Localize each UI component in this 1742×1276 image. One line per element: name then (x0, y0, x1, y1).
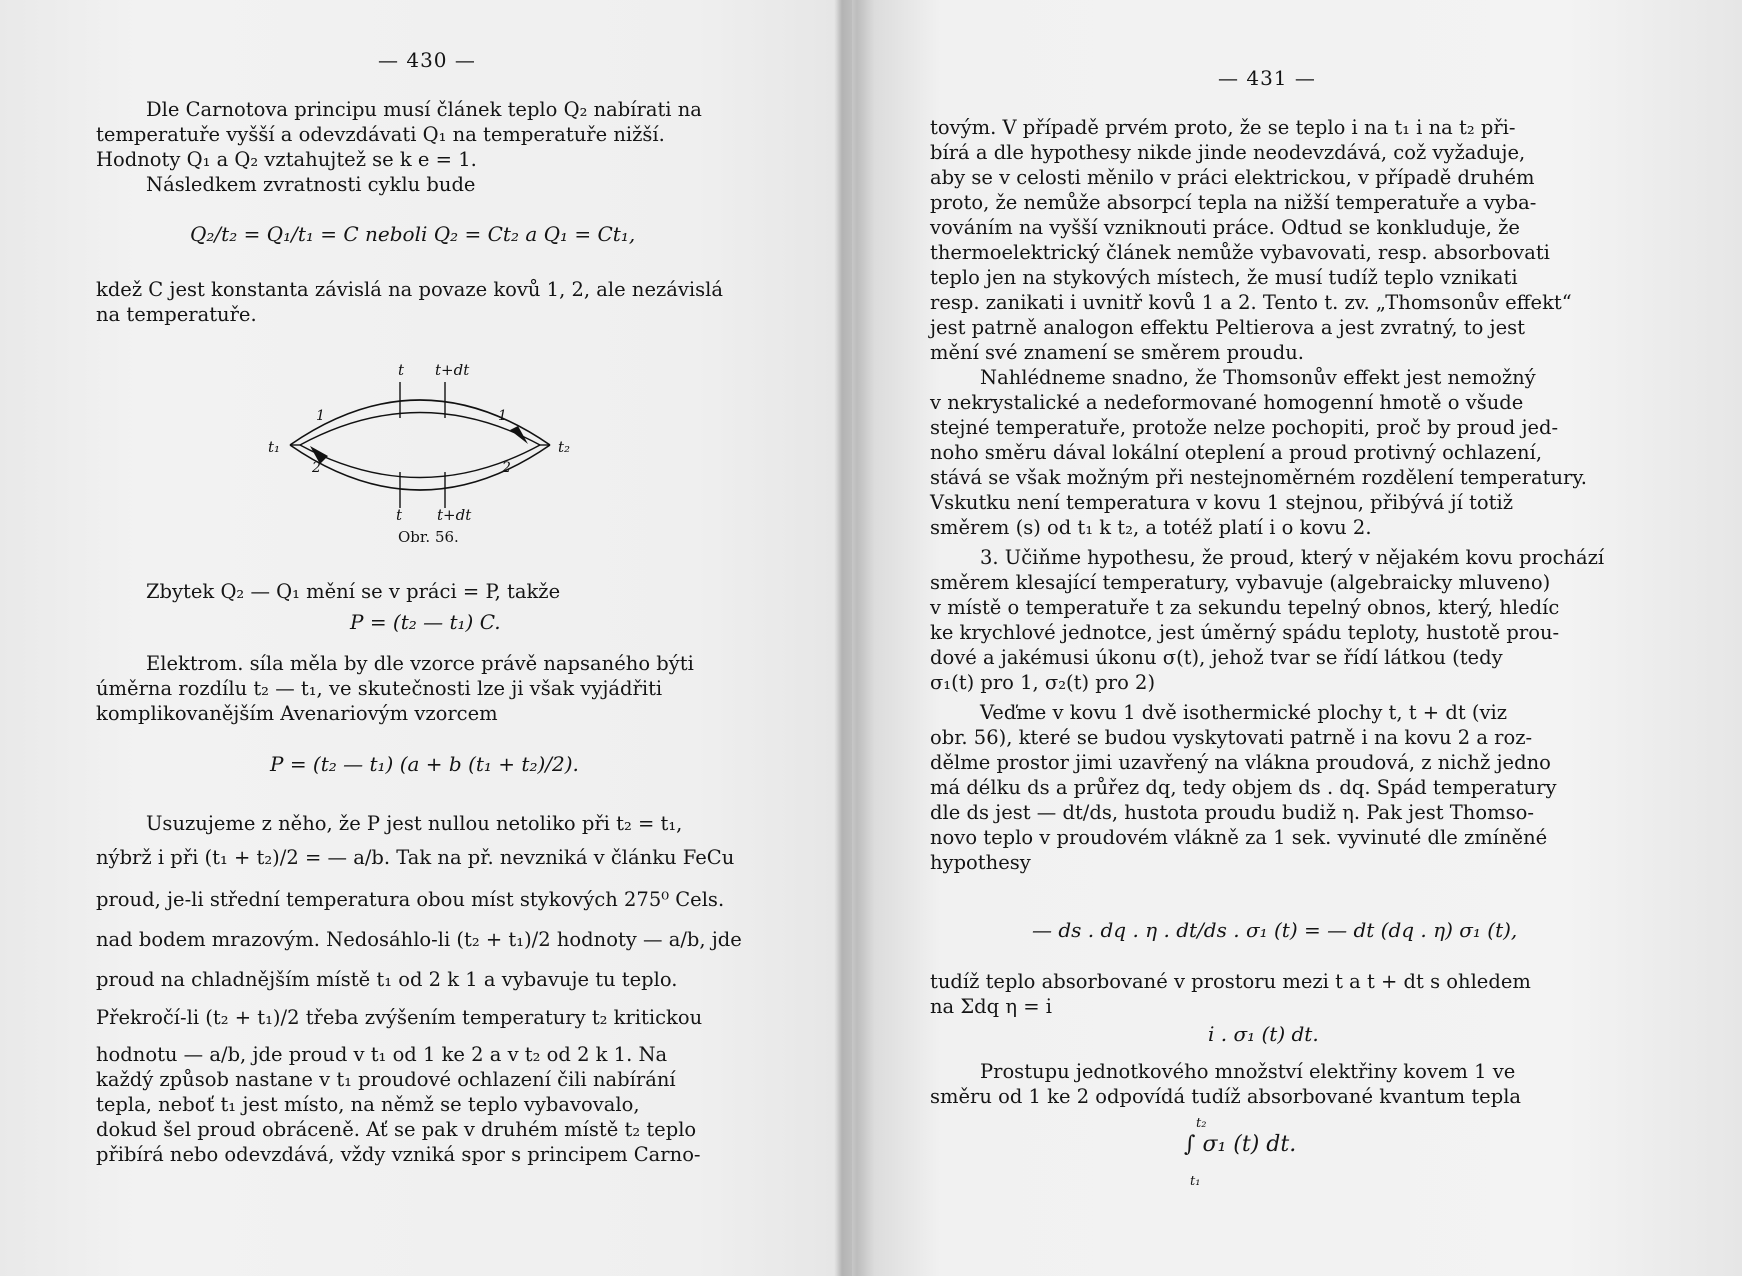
text-line: směrem klesající temperatury, vybavuje (algebraicky mluveno) (930, 571, 1551, 594)
text-line: aby se v celosti měnilo v práci elektrickou, v případě druhém (930, 166, 1535, 189)
formula: — ds . dq . η . dt/ds . σ₁ (t) = — dt (dq . η) σ₁ (t), (1032, 918, 1518, 942)
text-line: jest patrně analogon effektu Peltierova a jest zvratný, to jest (930, 316, 1525, 339)
page-number: — 430 — (378, 48, 476, 72)
text-line: kdež C jest konstanta závislá na povaze kovů 1, 2, ale nezávislá (96, 278, 723, 301)
text-line: Hodnoty Q₁ a Q₂ vztahujtež se k e = 1. (96, 148, 477, 171)
text-line: bírá a dle hypothesy nikde jinde neodevzdává, což vyžaduje, (930, 141, 1526, 164)
text-line: mění své znamení se směrem proudu. (930, 341, 1304, 364)
text-line: každý způsob nastane v t₁ proudové ochlazení čili nabírání (96, 1068, 676, 1091)
figure-label: t₂ (558, 438, 571, 456)
text-line: Dle Carnotova principu musí článek teplo Q₂ nabírati na (146, 98, 702, 121)
text-line: stává se však možným při nestejnoměrném rozdělení temperatury. (930, 466, 1588, 489)
text-line: na Σdq η = i (930, 995, 1052, 1018)
text-line: v nekrystalické a nedeformované homogenní hmotě o všude (930, 391, 1524, 414)
text-line: tepla, neboť t₁ jest místo, na němž se teplo vybavovalo, (96, 1093, 640, 1116)
text-line: směrem (s) od t₁ k t₂, a totéž platí i o kovu 2. (930, 516, 1372, 539)
text-line: stejné temperatuře, protože nelze pochopiti, proč by proud jed- (930, 416, 1559, 439)
text-line: teplo jen na stykových místech, že musí tudíž teplo vznikati (930, 266, 1518, 289)
figure-label: t₁ (268, 438, 281, 456)
text-line: Překročí-li (t₂ + t₁)/2 třeba zvýšením temperatury t₂ kritickou (96, 1006, 703, 1029)
text-line: proud na chladnějším místě t₁ od 2 k 1 a vybavuje tu teplo. (96, 968, 678, 991)
text-line: dové a jakémusi úkonu σ(t), jehož tvar se řídí látkou (tedy (930, 646, 1503, 669)
figure-label: t (398, 361, 405, 379)
thermocouple-figure (268, 360, 600, 524)
figure-label: t (396, 506, 403, 524)
text-line: temperatuře vyšší a odevzdávati Q₁ na temperatuře nižší. (96, 123, 665, 146)
text-line: Nahlédneme snadno, že Thomsonův effekt jest nemožný (980, 366, 1536, 389)
figure-label: 2 (312, 460, 321, 476)
text-line: vováním na vyšší vzniknouti práce. Odtud se konkluduje, že (930, 216, 1520, 239)
text-line: tovým. V případě prvém proto, že se teplo i na t₁ i na t₂ při- (930, 116, 1516, 139)
text-line: Vskutku není temperatura v kovu 1 stejnou, přibývá jí totiž (930, 491, 1513, 514)
integral-lower-limit: t₁ (1190, 1174, 1201, 1189)
text-line: thermoelektrický článek nemůže vybavovati, resp. absorbovati (930, 241, 1550, 264)
text-line: komplikovanějším Avenariovým vzorcem (96, 702, 498, 725)
text-line: novo teplo v proudovém vlákně za 1 sek. vyvinuté dle zmíněné (930, 826, 1548, 849)
formula: i . σ₁ (t) dt. (1208, 1022, 1319, 1046)
text-line: Veďme v kovu 1 dvě isothermické plochy t, t + dt (viz (980, 701, 1507, 724)
text-line: dle ds jest — dt/ds, hustota proudu budiž η. Pak jest Thomso- (930, 801, 1534, 824)
figure-label: t+dt (435, 361, 470, 379)
page-number: — 431 — (1218, 66, 1316, 90)
text-line: Elektrom. síla měla by dle vzorce právě napsaného býti (146, 652, 694, 675)
formula: P = (t₂ — t₁) (a + b (t₁ + t₂)/2). (270, 752, 579, 776)
formula: ∫ σ₁ (t) dt. (1184, 1132, 1297, 1157)
text-line: ke krychlové jednotce, jest úměrný spádu teploty, hustotě prou- (930, 621, 1560, 644)
formula: Q₂/t₂ = Q₁/t₁ = C neboli Q₂ = Ct₂ a Q₁ = Ct₁, (190, 222, 636, 246)
text-line: má délku ds a průřez dq, tedy objem ds . dq. Spád temperatury (930, 776, 1557, 799)
figure-label: 1 (498, 408, 507, 424)
metal-2-outer (290, 445, 550, 490)
text-line: σ₁(t) pro 1, σ₂(t) pro 2) (930, 671, 1156, 694)
text-line: resp. zanikati i uvnitř kovů 1 a 2. Tento t. zv. „Thomsonův effekt“ (930, 291, 1572, 314)
text-line: proto, že nemůže absorpcí tepla na nižší temperatuře a vyba- (930, 191, 1537, 214)
text-line: Usuzujeme z něho, že P jest nullou netoliko při t₂ = t₁, (146, 812, 683, 835)
left-page (0, 0, 840, 1276)
figure-label: 1 (316, 408, 325, 424)
text-line: hodnotu — a/b, jde proud v t₁ od 1 ke 2 a v t₂ od 2 k 1. Na (96, 1043, 668, 1066)
text-line: 3. Učiňme hypothesu, že proud, který v nějakém kovu prochází (980, 546, 1605, 569)
figure-label: t+dt (437, 506, 472, 524)
figure-caption: Obr. 56. (398, 528, 459, 546)
text-line: noho směru dával lokální oteplení a proud protivný ochlazení, (930, 441, 1543, 464)
formula: P = (t₂ — t₁) C. (350, 610, 501, 634)
text-line: nýbrž i při (t₁ + t₂)/2 = — a/b. Tak na př. nevzniká v článku FeCu (96, 846, 735, 869)
text-line: úměrna rozdílu t₂ — t₁, ve skutečnosti lze ji však vyjádřiti (96, 677, 663, 700)
text-line: obr. 56), které se budou vyskytovati patrně i na kovu 2 a roz- (930, 726, 1533, 749)
text-line: dokud šel proud obráceně. Ať se pak v druhém místě t₂ teplo (96, 1118, 697, 1141)
integral-upper-limit: t₂ (1196, 1116, 1207, 1131)
text-line: Prostupu jednotkového množství elektřiny kovem 1 ve (980, 1060, 1516, 1083)
text-line: dělme prostor jimi uzavřený na vlákna proudová, z nichž jedno (930, 751, 1551, 774)
text-line: přibírá nebo odevzdává, vždy vzniká spor s principem Carno- (96, 1143, 701, 1166)
text-line: nad bodem mrazovým. Nedosáhlo-li (t₂ + t₁)/2 hodnoty — a/b, jde (96, 928, 742, 951)
text-line: proud, je-li střední temperatura obou míst stykových 275⁰ Cels. (96, 888, 725, 911)
text-line: Zbytek Q₂ — Q₁ mění se v práci = P, takže (146, 580, 561, 603)
text-line: Následkem zvratnosti cyklu bude (146, 173, 476, 196)
text-line: hypothesy (930, 851, 1031, 874)
text-line: na temperatuře. (96, 303, 257, 326)
text-line: tudíž teplo absorbované v prostoru mezi t a t + dt s ohledem (930, 970, 1531, 993)
right-page (856, 0, 1742, 1276)
text-line: směru od 1 ke 2 odpovídá tudíž absorbované kvantum tepla (930, 1085, 1522, 1108)
metal-1-outer (290, 400, 550, 445)
figure-label: 2 (502, 460, 511, 476)
text-line: v místě o temperatuře t za sekundu tepelný obnos, který, hledíc (930, 596, 1560, 619)
